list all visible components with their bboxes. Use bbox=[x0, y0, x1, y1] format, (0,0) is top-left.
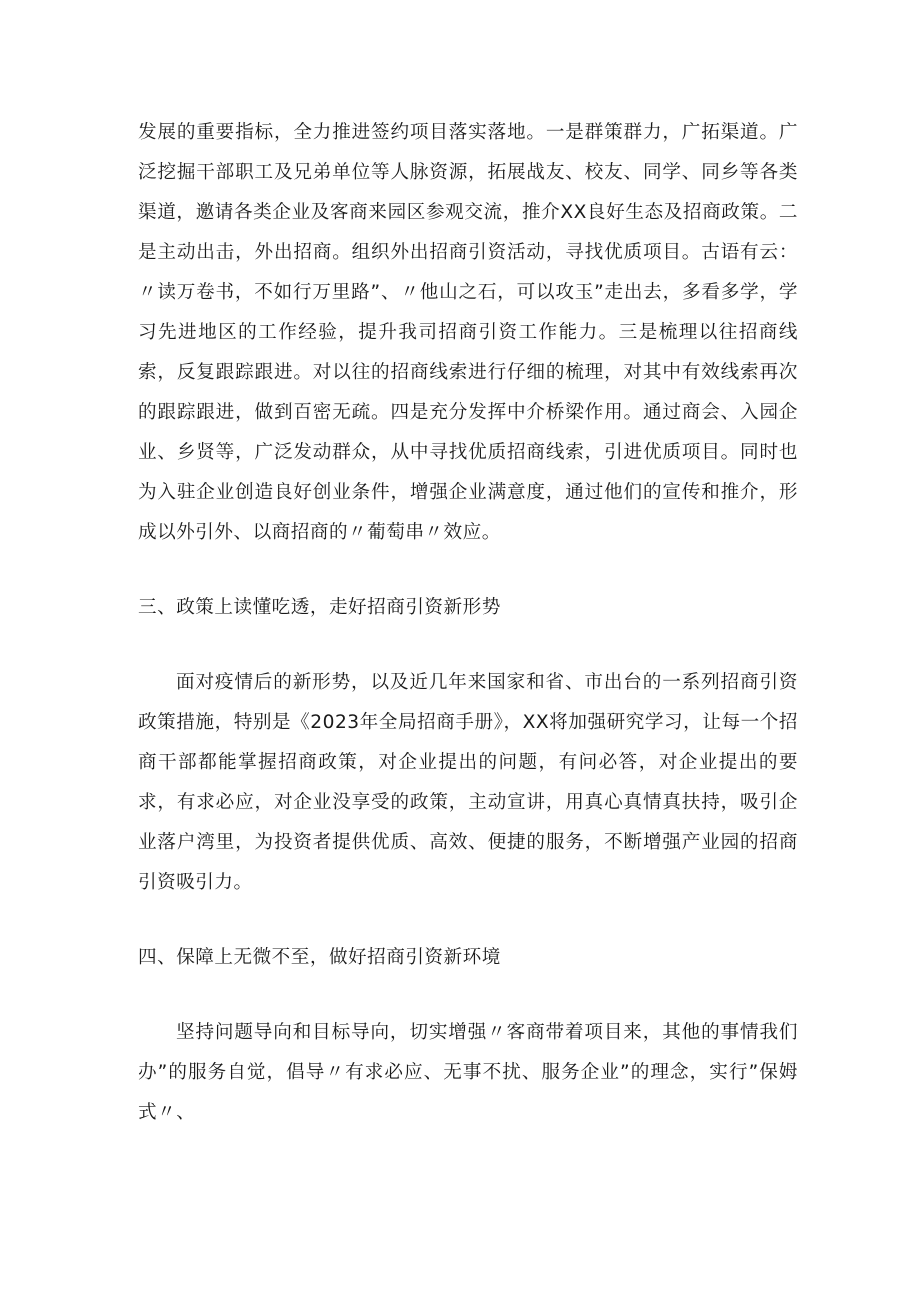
section-heading-4: 四、保障上无微不至，做好招商引资新环境 bbox=[138, 947, 501, 968]
paragraph-spacer bbox=[138, 628, 798, 663]
paragraph-spacer bbox=[138, 553, 798, 588]
body-paragraph-1: 发展的重要指标，全力推进签约项目落实落地。一是群策群力，广拓渠道。广泛挖掘干部职工及兄弟单位等人脉资源，拓展战友、校友、同学、同乡等各类渠道，邀请各类企业及客商来园区参观交流，推介XX良好生态及招商政策。二是主动出击，外出招商。组织外出招商引资活动，寻找优质项目。古语有云：〃读万卷书，不如行万里路”、〃他山之石，可以攻玉”走出去，多看多学，学习先进地区的工作经验，提升我司招商引资工作能力。三是梳理以往招商线索，反复跟踪跟进。对以往的招商线索进行仔细的梳理，对其中有效线索再次的跟踪跟进，做到百密无疏。四是充分发挥中介桥梁作用。通过商会、入园企业、乡贤等，广泛发动群众，从中寻找优质招商线索，引进优质项目。同时也为入驻企业创造良好创业条件，增强企业满意度，通过他们的宣传和推介，形成以外引外、以商招商的〃葡萄串〃效应。 bbox=[138, 122, 798, 543]
body-paragraph-3: 坚持问题导向和目标导向，切实增强〃客商带着项目来，其他的事情我们办”的服务自觉，倡导〃有求必应、无事不扰、服务企业”的理念，实行”保姆式〃、 bbox=[138, 1022, 798, 1123]
body-paragraph-2: 面对疫情后的新形势，以及近几年来国家和省、市出台的一系列招商引资政策措施，特别是《2023年全局招商手册》，XX将加强研究学习，让每一个招商干部都能掌握招商政策，对企业提出的问题，有问必答，对企业提出的要求，有求必应，对企业没享受的政策，主动宣讲，用真心真情真扶持，吸引企业落户湾里，为投资者提供优质、高效、便捷的服务，不断增强产业园的招商引资吸引力。 bbox=[138, 672, 798, 893]
document-body bbox=[138, 113, 798, 1133]
paragraph-spacer bbox=[138, 903, 798, 938]
paragraph-spacer bbox=[138, 978, 798, 1013]
section-heading-3: 三、政策上读懂吃透，走好招商引资新形势 bbox=[138, 597, 501, 618]
